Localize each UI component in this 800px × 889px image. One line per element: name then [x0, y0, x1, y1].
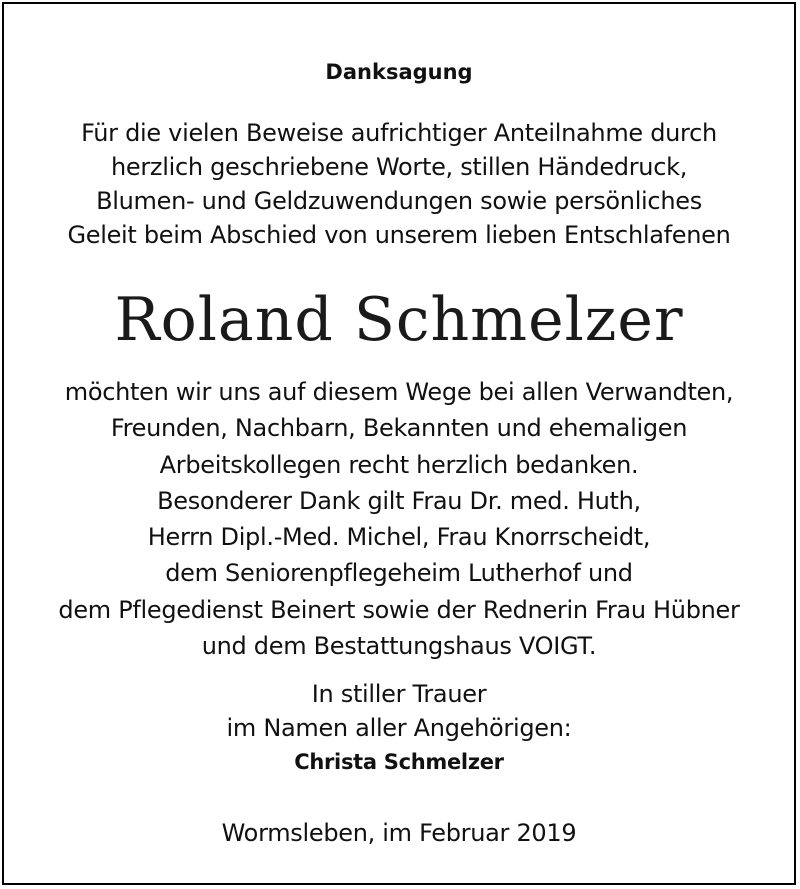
thanks-line: dem Seniorenpflegeheim Lutherhof und: [165, 559, 633, 588]
thanks-paragraph: [4, 374, 794, 664]
thanks-line: Freunden, Nachbarn, Bekannten und ehemaligen: [110, 414, 688, 443]
notice-content: [4, 4, 794, 883]
mourning-block: [4, 677, 794, 779]
thanks-line: Arbeitskollegen recht herzlich bedanken.: [159, 450, 639, 479]
thanks-line: und dem Bestattungshaus VOIGT.: [201, 632, 597, 661]
thanks-line: dem Pflegedienst Beinert sowie der Rednerin Frau Hübner: [58, 595, 740, 624]
thanks-line: Herrn Dipl.-Med. Michel, Frau Knorrscheidt,: [147, 523, 651, 552]
deceased-name: Roland Schmelzer: [114, 285, 684, 355]
intro-line: Für die vielen Beweise aufrichtiger Anteilnahme durch: [81, 119, 717, 147]
thanks-line: Besonderer Dank gilt Frau Dr. med. Huth,: [157, 486, 641, 515]
intro-line: herzlich geschriebene Worte, stillen Händedruck,: [110, 153, 688, 181]
notice-heading: Danksagung: [325, 60, 473, 84]
intro-line: Blumen- und Geldzuwendungen sowie persönliches: [96, 187, 702, 215]
intro-line: Geleit beim Abschied von unserem lieben Entschlafenen: [67, 221, 731, 249]
mourning-line: In stiller Trauer: [311, 680, 487, 708]
notice-frame: [2, 2, 796, 885]
thanks-line: möchten wir uns auf diesem Wege bei allen Verwandten,: [64, 378, 734, 406]
signer-name: Christa Schmelzer: [294, 750, 504, 774]
mourning-line: im Namen aller Angehörigen:: [226, 714, 572, 742]
place-date: Wormsleben, im Februar 2019: [221, 819, 577, 847]
intro-paragraph: [4, 116, 794, 252]
